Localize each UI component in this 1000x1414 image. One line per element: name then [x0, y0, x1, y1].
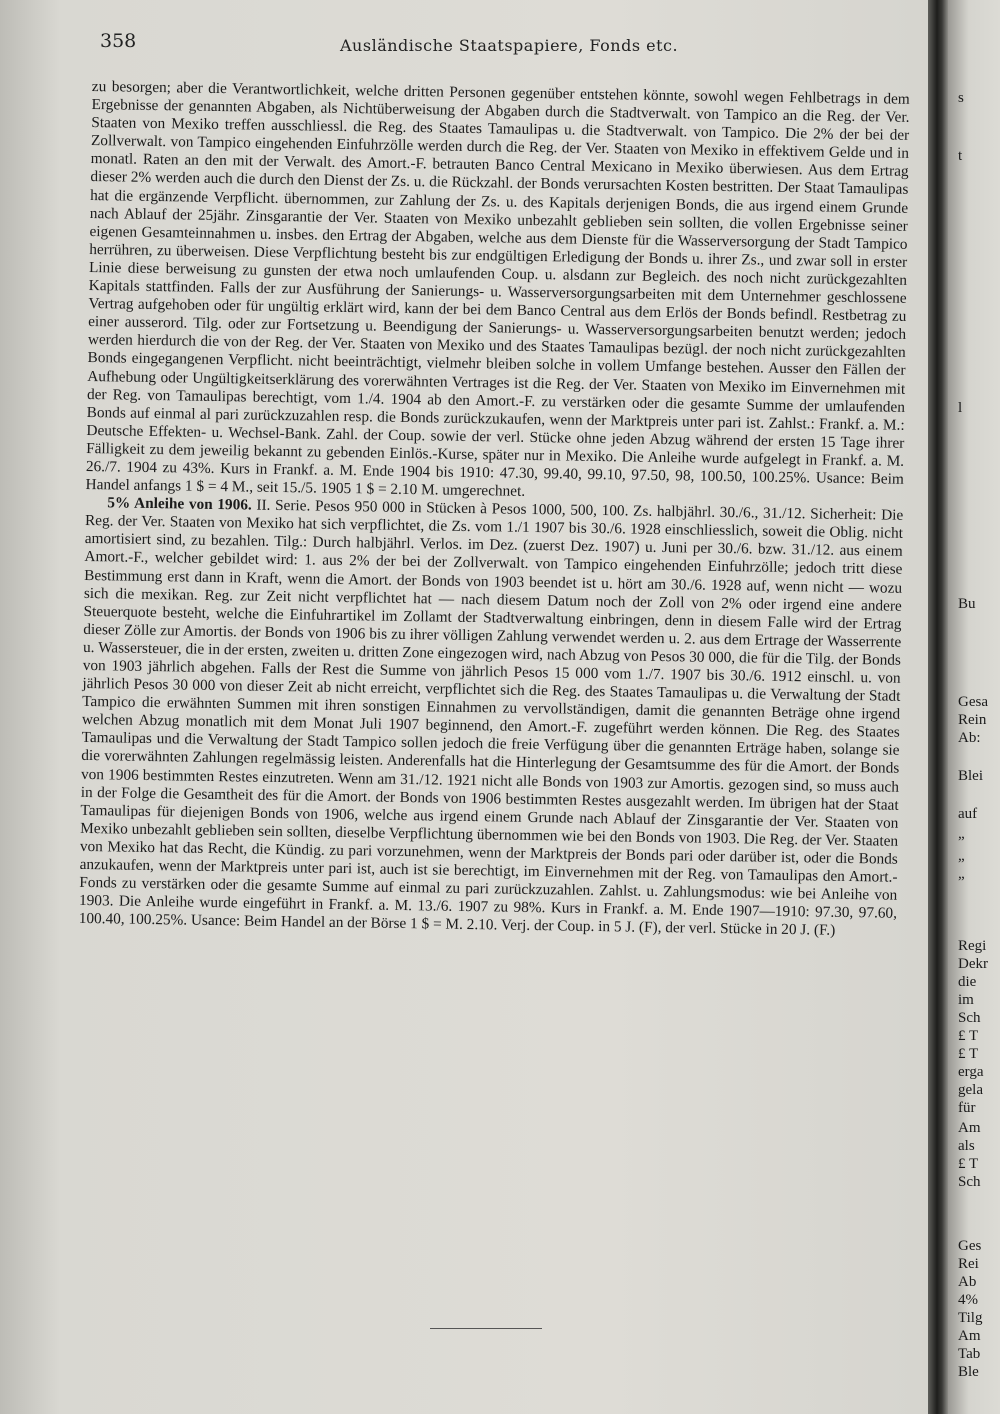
adjacent-page-fragment: Bu: [958, 596, 976, 612]
adjacent-page-fragment: l: [958, 400, 963, 416]
adjacent-page-fragment: Sch: [958, 1010, 981, 1026]
end-rule: [430, 1328, 542, 1329]
page-number: 358: [100, 30, 137, 52]
adjacent-page-fragment: gela: [958, 1082, 983, 1098]
adjacent-page-fragment: Dekr: [958, 956, 988, 972]
adjacent-page-fragment: £ T: [958, 1156, 979, 1172]
paragraph-2: [79, 494, 904, 941]
body-text: [79, 78, 910, 941]
adjacent-page-fragment: Rein: [958, 712, 987, 728]
section-heading: 5% Anleihe von 1906.: [107, 494, 252, 514]
adjacent-page-fragment: erga: [958, 1064, 984, 1080]
paragraph-2-text: II. Serie. Pesos 950 000 in Stücken à Pesos 1000, 500, 100. Zs. halbjährl. 30./6., 31./12. Sicherheit: Die Reg. der Ver. Staaten von Mexiko hat sich verpflichtet, die Zs. vom 1./1 1907 bis 30./6. 1928 einschliesslich, soweit die Oblig. nicht amortisiert sind, zu bezahlen. Tilg.: Durch halbjährl. Verlos. im Dez. (zuerst Dez. 1907) u. Juni per 30./6. bzw. 31./12. aus einem Amort.-F., welcher gebildet wird: 1. aus 2% der bei der Zollverwalt. von Tampico eingehenden Einfuhrzölle; jedoch tritt diese Bestimmung erst dann in Kraft, wenn die Amort. der Bonds von 1903 beendet ist u. hört am 30./6. 1928 auf, wenn nicht — wozu sich die mexikan. Reg. zur Zeit nicht verpflichtet hat — nach diesem Datum noch der Zoll von 2% oder irgend eine andere Steuerquote besteht, welche die Einfuhrartikel im Zollamt der Stadtverwaltung einbringen, denn in diesem Falle wird der Ertrag dieser Zölle zur Amortis. der Bonds von 1906 bis zu ihrer völligen Zahlung verwendet werden u. 2. aus dem Ertrage der Wasserrente u. Wassersteuer, die in der ersten, zweiten u. dritten Zone eingezogen wird, nach Abzug von Pesos 30 000, die für die Tilg. der Bonds von 1903 jährlich abgehen. Falls der Rest die Summe von jährlich Pesos 15 000 vom 1./7. 1907 bis 30./6. 1912 einschl. u. von jährlich Pesos 30 000 von dieser Zeit ab nicht erreicht, verpflichtet sich die Reg. des Staates Tamaulipas u. die Verwaltung der Stadt Tampico die erwähnten Summen mit ihren sonstigen Einnahmen zu vervollständigen, damit die genannten Beträge ohne irgend welchen Abzug monatlich mit dem Monat Juli 1907 beginnend, den Amort.-F. zugeführt werden können. Die Reg. des Staates Tamaulipas und die Verwaltung der Stadt Tampico sollen jedoch die freie Verfügung über die genannten Erträge haben, solange sie die vorerwähnten Zahlungen regelmässig leisten. Anderenfalls hat die Hinterlegung der Gesamtsumme des für die Amort. der Bonds von 1906 bestimmten Restes einzutreten. Wenn am 31./12. 1921 nicht alle Bonds von 1903 zur Amortis. gezogen sind, so muss auch in der Folge die Gesamtheit des für die Amort. der Bonds von 1906 bestimmten Restes ausgezahlt werden. Im übrigen hat der Staat Tamaulipas für diejenigen Bonds von 1906, welche aus irgend einem Grunde nach Ablauf der Zinsgarantie der Ver. Staaten von Mexiko unbezahlt geblieben sein sollten, dieselbe Verpflichtung übernommen wie bei den Bonds von 1903. Die Reg. der Ver. Staaten von Mexiko hat das Recht, die Kündig. zu pari vorzunehmen, wenn der Marktpreis der Bonds pari oder darüber ist, oder die Bonds anzukaufen, wenn der Marktpreis unter pari ist, auch ist sie berechtigt, im Einvernehmen mit der Reg. von Tamaulipas den Amort.-Fonds zu verstärken oder die gesamte Summe auf einmal zu pari zurückzuzahlen. Zahlst. u. Zahlungsmodus: wie bei Anleihe von 1903. Die Anleihe wurde eingeführt in Frankf. a. M. 13./6. 1907 zu 98%. Kurs in Frankf. a. M. Ende 1907—1910: 97.30, 97.60, 100.40, 100.25%. Usance: Beim Handel an der Börse 1 $ = M. 2.10. Verj. der Coup. in 5 J. (F), der verl. Stücke in 20 J. (F.): [78, 496, 904, 940]
adjacent-page-fragment: £ T: [958, 1028, 979, 1044]
adjacent-page-fragment: Ab: [958, 1274, 977, 1290]
adjacent-page-fragment: als: [958, 1138, 975, 1154]
adjacent-page-fragment: Tilg: [958, 1310, 983, 1326]
adjacent-page-fragment: £ T: [958, 1046, 979, 1062]
book-gutter: [928, 0, 948, 1414]
adjacent-page-fragment: Ble: [958, 1364, 979, 1380]
adjacent-page-fragment: 4%: [958, 1292, 978, 1308]
adjacent-page-fragment: Tab: [958, 1346, 981, 1362]
adjacent-page-fragment: für: [958, 1100, 976, 1116]
running-head: Ausländische Staatspapiere, Fonds etc.: [340, 36, 679, 55]
adjacent-page-fragment: Am: [958, 1120, 981, 1136]
paragraph-1: zu besorgen; aber die Verantwortlichkeit, welche dritten Personen gegenüber entstehen könnte, sowohl wegen Fehlbetrags in dem Ergebnisse der genannten Abgaben, als Nichtüberweisung der Abgaben durch die Stadtverwalt. von Tampico an die Reg. der Ver. Staaten von Mexiko treffen ausschliessl. die Reg. des Staates Tamaulipas u. die Stadtverwalt. von Tampico. Die 2% der bei der Zollverwalt. von Tampico eingehenden Einfuhrzölle werden durch die Reg. der Ver. Staaten von Mexiko in effektivem Gelde und in monatl. Raten an den mit der Verwalt. des Amort.-F. betrauten Banco Central Mexicano in Mexiko überwiesen. Aus dem Ertrag dieser 2% werden auch die durch den Dienst der Zs. u. die Rückzahl. der Bonds verursachten Kosten bestritten. Der Staat Tamaulipas hat die ergänzende Verpflicht. übernommen, zur Zahlung der Zs. u. des Kapitals derjenigen Bonds, die aus irgend einem Grunde nach Ablauf der 25jähr. Zinsgarantie der Ver. Staaten von Mexiko unbezahlt geblieben sein sollten, die vollen Ergebnisse seiner eigenen Gesamteinnahmen u. insbes. den Ertrag der Abgaben, welche aus dem Dienste für die Wasserversorgung der Stadt Tampico herrühren, zu überweisen. Diese Verpflichtung besteht bis zur endgültigen Erledigung der Bonds u. ihrer Zs., und zwar soll in erster Linie diese berweisung zu gunsten der etwa noch umlaufenden Coup. u. alsdann zur Begleich. des noch nicht zurückgezahlten Kapitals stattfinden. Falls der zur Ausführung der Sanierungs- u. Wasserversorgungsarbeiten mit dem Unternehmer geschlossene Vertrag aufgehoben oder für ungültig erklärt wird, kann der bei dem Banco Central aus dem Erlös der Bonds befindl. Restbetrag zu einer ausserord. Tilg. oder zur Fortsetzung u. Beendigung der Sanierungs- u. Wasserversorgungsarbeiten benutzt werden; jedoch werden hierdurch die von der Reg. der Ver. Staaten von Mexiko und des Staates Tamaulipas bezügl. der noch nicht zurückgezahlten Bonds eingegangenen Verpflicht. nicht beeinträchtigt, vielmehr bleiben solche in vollem Umfange bestehen. Ausser den Fällen der Aufhebung oder Ungültigkeitserklärung des vorerwähnten Vertrages ist die Reg. der Ver. Staaten von Mexiko im Einvernehmen mit der Reg. von Tamaulipas berechtigt, vom 1./4. 1904 ab den Amort.-F. zu verstärken oder die gesamte Summe der umlaufenden Bonds auf einmal al pari zurückzuzahlen resp. die Bonds zurückzukaufen, wenn der Marktpreis unter pari ist. Zahlst.: Frankf. a. M.: Deutsche Effekten- u. Wechsel-Bank. Zahl. der Coup. sowie der verl. Stücke ohne jeden Abzug während der ersten 15 Tage ihrer Fälligkeit zu dem jeweilig bekannt zu gebenden Einlös.-Kurse, später nur in Mexiko. Die Anleihe wurde aufgelegt in Frankf. a. M. 26./7. 1904 zu 43%. Kurs in Frankf. a. M. Ende 1904 bis 1910: 47.30, 99.40, 99.10, 97.50, 98, 100.50, 100.25%. Usance: Beim Handel anfangs 1 $ = 4 M., seit 15./5. 1905 1 $ = 2.10 M. umgerechnet.: [85, 78, 910, 500]
adjacent-page-fragment: „: [958, 848, 965, 864]
adjacent-page-fragment: Regi: [958, 938, 987, 954]
adjacent-page-fragment: Gesa: [958, 694, 988, 710]
adjacent-page-fragment: „: [958, 826, 965, 842]
adjacent-page-fragment: auf: [958, 806, 978, 822]
adjacent-page-fragment: die: [958, 974, 977, 990]
adjacent-page-fragment: s: [958, 90, 964, 106]
adjacent-page-fragment: Blei: [958, 768, 983, 784]
adjacent-page-fragment: Am: [958, 1328, 981, 1344]
adjacent-page-fragment: Sch: [958, 1174, 981, 1190]
adjacent-page-fragment: t: [958, 148, 963, 164]
adjacent-page-fragment: Rei: [958, 1256, 979, 1272]
adjacent-page-fragment: im: [958, 992, 974, 1008]
adjacent-page-fragment: Ab:: [958, 730, 981, 746]
adjacent-page-fragment: „: [958, 866, 965, 882]
adjacent-page-fragment: Ges: [958, 1238, 982, 1254]
adjacent-page-edge: [948, 0, 1000, 1414]
